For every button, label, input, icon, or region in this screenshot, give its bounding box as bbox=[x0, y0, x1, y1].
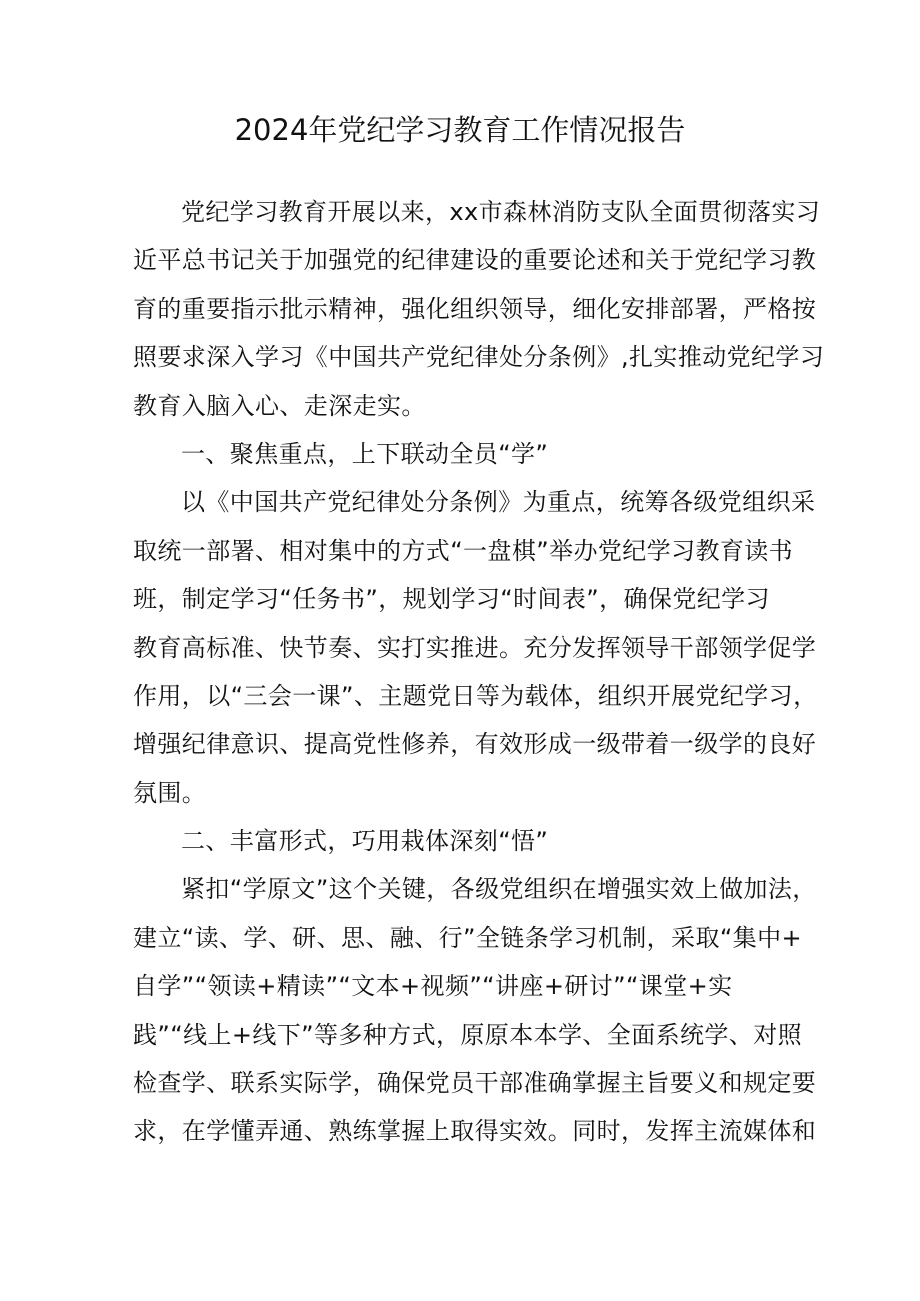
document-body bbox=[133, 188, 825, 1156]
paragraph-section1-line-7: 氛围。 bbox=[133, 778, 207, 807]
paragraph-section1-line-1: 以《中国共产党纪律处分条例》为重点，统筹各级党组织采 bbox=[181, 488, 816, 517]
paragraph-intro-line-5: 教育入脑入心、走深走实。 bbox=[133, 391, 426, 420]
paragraph-section1-line-4: 教育高标准、快节奏、实打实推进。充分发挥领导干部领学促学 bbox=[133, 633, 817, 662]
paragraph-section2-line-4: 践”“线上+线下”等多种方式，原原本本学、全面系统学、对照 bbox=[133, 1020, 803, 1049]
paragraph-intro-line-4: 照要求深入学习《中国共产党纪律处分条例》,扎实推动党纪学习 bbox=[133, 343, 825, 372]
paragraph-section2-line-1: 紧扣“学原文”这个关键，各级党组织在增强实效上做加法， bbox=[181, 875, 817, 904]
paragraph-intro-line-3: 育的重要指示批示精神，强化组织领导，细化安排部署，严格按 bbox=[133, 294, 817, 323]
paragraph-section1-line-6: 增强纪律意识、提高党性修养，有效形成一级带着一级学的良好 bbox=[133, 730, 817, 759]
paragraph-section2-line-5: 检查学、联系实际学，确保党员干部准确掌握主旨要义和规定要 bbox=[133, 1069, 817, 1098]
paragraph-section2-line-3: 自学”“领读+精读”“文本+视频”“讲座+研讨”“课堂+实 bbox=[133, 972, 733, 1001]
paragraph-section1-line-2: 取统一部署、相对集中的方式“一盘棋”举办党纪学习教育读书 bbox=[133, 536, 794, 565]
paragraph-section2-line-6: 求，在学懂弄通、熟练掌握上取得实效。同时，发挥主流媒体和 bbox=[133, 1117, 817, 1146]
section-heading-2: 二、丰富形式，巧用栽体深刻“悟” bbox=[181, 827, 549, 856]
paragraph-intro-line-2: 近平总书记关于加强党的纪律建设的重要论述和关于党纪学习教 bbox=[133, 246, 817, 275]
document-title: 2024年党纪学习教育工作情况报告 bbox=[234, 113, 686, 147]
paragraph-section1-line-3: 班，制定学习“任务书”，规划学习“时间表”，确保党纪学习 bbox=[133, 585, 770, 614]
paragraph-section2-line-2: 建立“读、学、研、思、融、行”全链条学习机制，采取“集中+ bbox=[133, 923, 803, 952]
paragraph-intro-line-1: 党纪学习教育开展以来，xx市森林消防支队全面贯彻落实习 bbox=[181, 198, 821, 226]
paragraph-section1-line-5: 作用，以“三会一课”、主题党日等为载体，组织开展党纪学习， bbox=[133, 681, 818, 710]
section-heading-1: 一、聚焦重点，上下联动全员“学” bbox=[181, 439, 549, 468]
